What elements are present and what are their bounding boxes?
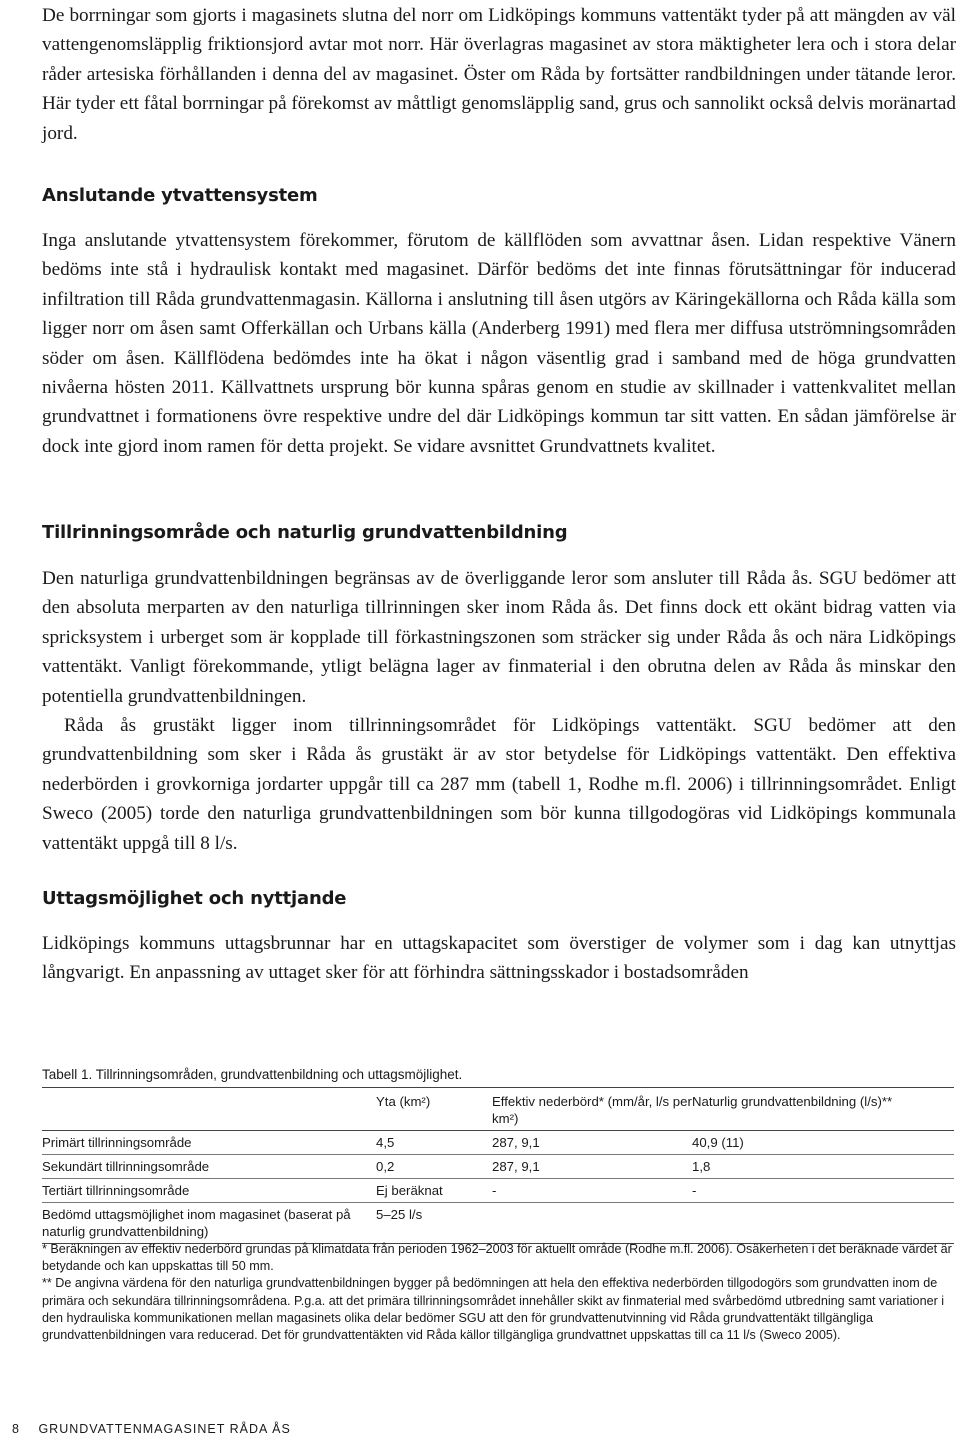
table-cell: - <box>492 1179 692 1203</box>
running-title: GRUNDVATTENMAGASINET RÅDA ÅS <box>38 1422 291 1436</box>
table-header-row <box>42 1088 954 1131</box>
table-row <box>42 1155 954 1179</box>
intro-paragraph: De borrningar som gjorts i magasinets slutna del norr om Lidköpings kommuns vattentäkt tyder på att mängden av väl vattengenomsläpplig friktionsjord avtar mot norr. Här överlagras magasinet av stora mäktigheter lera och i stora delar råder artesiska förhållanden i denna del av magasinet. Öster om Råda by fortsätter randbildningen under tätande leror. Här tyder ett fåtal borrningar på förekomst av måttligt genomsläpplig sand, grus och sannolikt också delvis moränartad jord. <box>42 5 956 144</box>
table-cell: 1,8 <box>692 1155 954 1179</box>
table-cell: Primärt tillrinningsområde <box>42 1131 376 1155</box>
page-number: 8 <box>12 1422 20 1436</box>
section-heading-ytvatten: Anslutande ytvattensystem <box>42 185 318 206</box>
section-paragraph-uttag: Lidköpings kommuns uttagsbrunnar har en uttagskapacitet som överstiger de volymer som i dag kan utnyttjas långvarigt. En anpassning av uttaget sker för att förhindra sättningsskador i bostadsområden <box>42 933 956 984</box>
table-cell: Ej beräknat <box>376 1179 492 1203</box>
table-footnotes <box>42 1241 956 1344</box>
table-cell <box>492 1203 692 1244</box>
table-cell: 287, 9,1 <box>492 1155 692 1179</box>
table-cell: Tertiärt tillrinningsområde <box>42 1179 376 1203</box>
table-row <box>42 1203 954 1244</box>
table-cell: 287, 9,1 <box>492 1131 692 1155</box>
table-header-cell: Yta (km²) <box>376 1088 492 1131</box>
table-cell: 5–25 l/s <box>376 1203 492 1244</box>
table-cell: 40,9 (11) <box>692 1131 954 1155</box>
table-cell: - <box>692 1179 954 1203</box>
section-paragraph-ytvatten: Inga anslutande ytvattensystem förekommer, förutom de källflöden som avvattnar åsen. Lidan respektive Vänern bedöms inte stå i hydraulisk kontakt med magasinet. Därför bedöms det inte finnas förutsättningar för inducerad infiltration till Råda grundvattenmagasin. Källorna i anslutning till åsen utgörs av Käringekällorna och Råda källa som ligger norr om åsen samt Offerkällan och Urbans källa (Anderberg 1991) med flera mer diffusa utströmningsområden söder om åsen. Källflödena bedömdes inte ha ökat i någon väsentlig grad i samband med de höga grundvatten nivåerna hösten 2011. Källvattnets ursprung bör kunna spåras genom en studie av skillnader i vattenkvalitet mellan grundvattnet i formationens övre respektive undre del där Lidköpings kommun tar sitt vatten. En sådan jämförelse är dock inte gjord inom ramen för detta projekt. Se vidare avsnittet Grundvattnets kvalitet. <box>42 230 956 457</box>
table-cell <box>692 1203 954 1244</box>
table-row <box>42 1179 954 1203</box>
section-body-tillrinning <box>42 564 956 858</box>
section-paragraph-tillrinning-1: Den naturliga grundvattenbildningen begränsas av de överliggande leror som ansluter till Råda ås. SGU bedömer att den absoluta merparten av den naturliga tillrinningen sker inom Råda ås. Det finns dock ett okänt bidrag vatten via spricksystem i urberget som är kopplade till förkastningszonen som sträcker sig under Råda ås och nära Lidköpings vattentäkt. Vanligt förekommande, ytligt belägna lager av finmaterial i den obrutna delen av Råda ås minskar den potentiella grundvattenbildningen. <box>42 568 956 707</box>
table-cell: Sekundärt tillrinningsområde <box>42 1155 376 1179</box>
table-cell: 4,5 <box>376 1131 492 1155</box>
table-footnote: * Beräkningen av effektiv nederbörd grundas på klimatdata från perioden 1962–2003 för aktuellt område (Rodhe m.fl. 2006). Osäkerheten i det beräknade värdet är betydande och kan uppskattas till 50 mm. <box>42 1242 952 1274</box>
section-paragraph-tillrinning-2: Råda ås grustäkt ligger inom tillrinningsområdet för Lidköpings vattentäkt. SGU bedömer att den grundvattenbildning som sker i Råda ås grustäkt är av stor betydelse för Lidköpings vattentäkt. Den effektiva nederbörden i grovkorniga jordarter uppgår till ca 287 mm (tabell 1, Rodhe m.fl. 2006) i tillrinningsområdet. Enligt Sweco (2005) torde den naturliga grundvattenbildningen som bör kunna tillgodogöras vid Lidköpings kommunala vattentäkt uppgå till 8 l/s. <box>42 715 956 854</box>
table-row <box>42 1131 954 1155</box>
page-footer <box>12 1422 291 1436</box>
section-heading-tillrinning: Tillrinningsområde och naturlig grundvattenbildning <box>42 522 568 543</box>
table-footnote: ** De angivna värdena för den naturliga grundvattenbildningen bygger på bedömningen att hela den effektiva nederbörden tillgodogörs som grundvatten inom de primära och sekundära tillrinningsområdena. P.g.a. att det primära tillrinningsområdet innehåller skikt av finmaterial med svårbedömd utbredning samt variationer i den hydrauliska kommunikationen mellan magasinets olika delar bedömer SGU att den för grundvattenutvinning vid Råda grundvattentäkt tillgängliga grundvattenbildningen vara reducerad. Det för grundvattentäkten vid Råda källor tillgängliga grundvattnet uppskattas till ca 11 l/s (Sweco 2005). <box>42 1276 945 1343</box>
table-cell: 0,2 <box>376 1155 492 1179</box>
table-header-cell: Naturlig grundvattenbildning (l/s)** <box>692 1088 954 1131</box>
data-table <box>42 1087 954 1244</box>
table-cell: Bedömd uttagsmöjlighet inom magasinet (baserat på naturlig grundvattenbildning) <box>42 1203 376 1244</box>
table-header-cell: Effektiv nederbörd* (mm/år, l/s per km²) <box>492 1088 692 1131</box>
table-header-cell <box>42 1088 376 1131</box>
table-caption: Tabell 1. Tillrinningsområden, grundvattenbildning och uttagsmöjlighet. <box>42 1067 463 1082</box>
section-heading-uttag: Uttagsmöjlighet och nyttjande <box>42 888 347 909</box>
